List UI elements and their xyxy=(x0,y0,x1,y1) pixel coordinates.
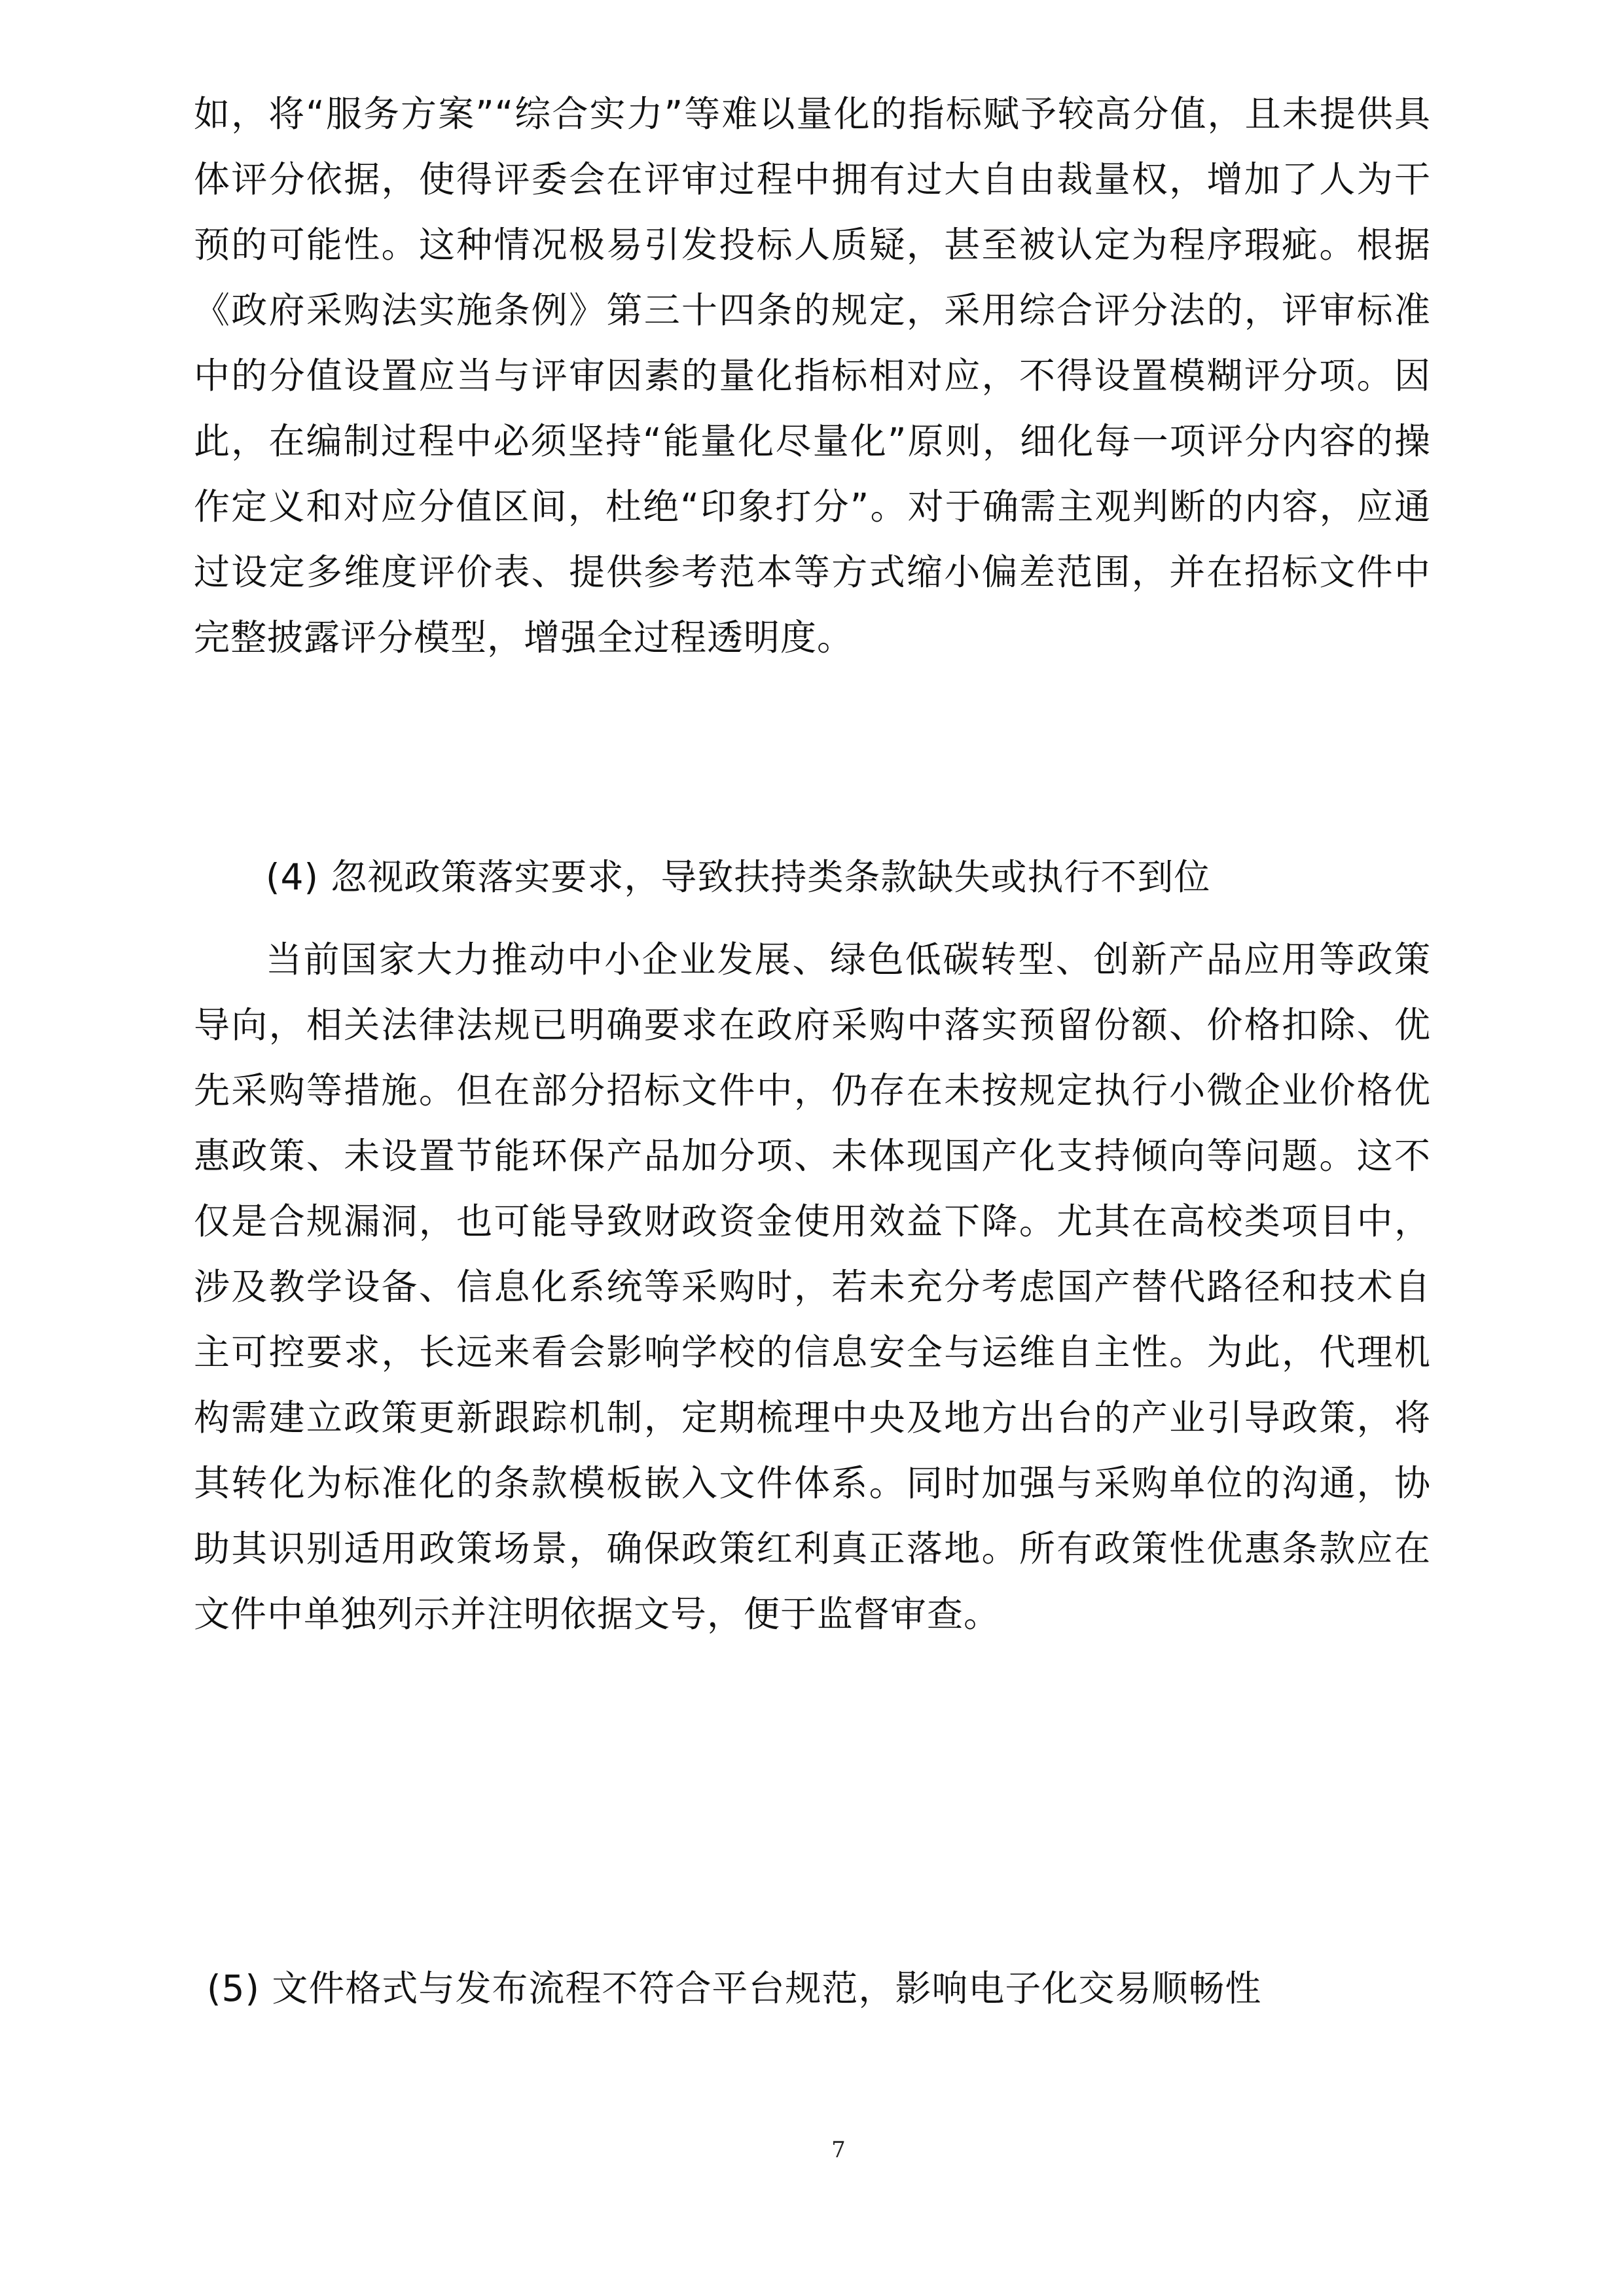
section-heading-4: (4) 忽视政策落实要求，导致扶持类条款缺失或执行不到位 xyxy=(266,856,1211,898)
section-heading-5: (5) 文件格式与发布流程不符合平台规范，影响电子化交易顺畅性 xyxy=(207,1967,1262,2009)
page-number: 7 xyxy=(831,2137,846,2163)
paragraph-policy-requirements: 当前国家大力推动中小企业发展、绿色低碳转型、创新产品应用等政策导向，相关法律法规已明确要求在政府采购中落实预留份额、价格扣除、优先采购等措施。但在部分招标文件中，仍存在未按规定执行小微企业价格优惠政策、未设置节能环保产品加分项、未体现国产化支持倾向等问题。这不仅是合规漏洞，也可能导致财政资金使用效益下降。尤其在高校类项目中，涉及教学设备、信息化系统等采购时，若未充分考虑国产替代路径和技术自主可控要求，长远来看会影响学校的信息安全与运维自主性。为此，代理机构需建立政策更新跟踪机制，定期梳理中央及地方出台的产业引导政策，将其转化为标准化的条款模板嵌入文件体系。同时加强与采购单位的沟通，协助其识别适用政策场景，确保政策红利真正落地。所有政策性优惠条款应在文件中单独列示并注明依据文号，便于监督审查。 xyxy=(194,939,1431,1635)
paragraph-scoring-criteria: 如，将“服务方案”“综合实力”等难以量化的指标赋予较高分值，且未提供具体评分依据，使得评委会在评审过程中拥有过大自由裁量权，增加了人为干预的可能性。这种情况极易引发投标人质疑，甚至被认定为程序瑕疵。根据《政府采购法实施条例》第三十四条的规定，采用综合评分法的，评审标准中的分值设置应当与评审因素的量化指标相对应，不得设置模糊评分项。因此，在编制过程中必须坚持“能量化尽量化”原则，细化每一项评分内容的操作定义和对应分值区间，杜绝“印象打分”。对于确需主观判断的内容，应通过设定多维度评价表、提供参考范本等方式缩小偏差范围，并在招标文件中完整披露评分模型，增强全过程透明度。 xyxy=(194,93,1431,658)
